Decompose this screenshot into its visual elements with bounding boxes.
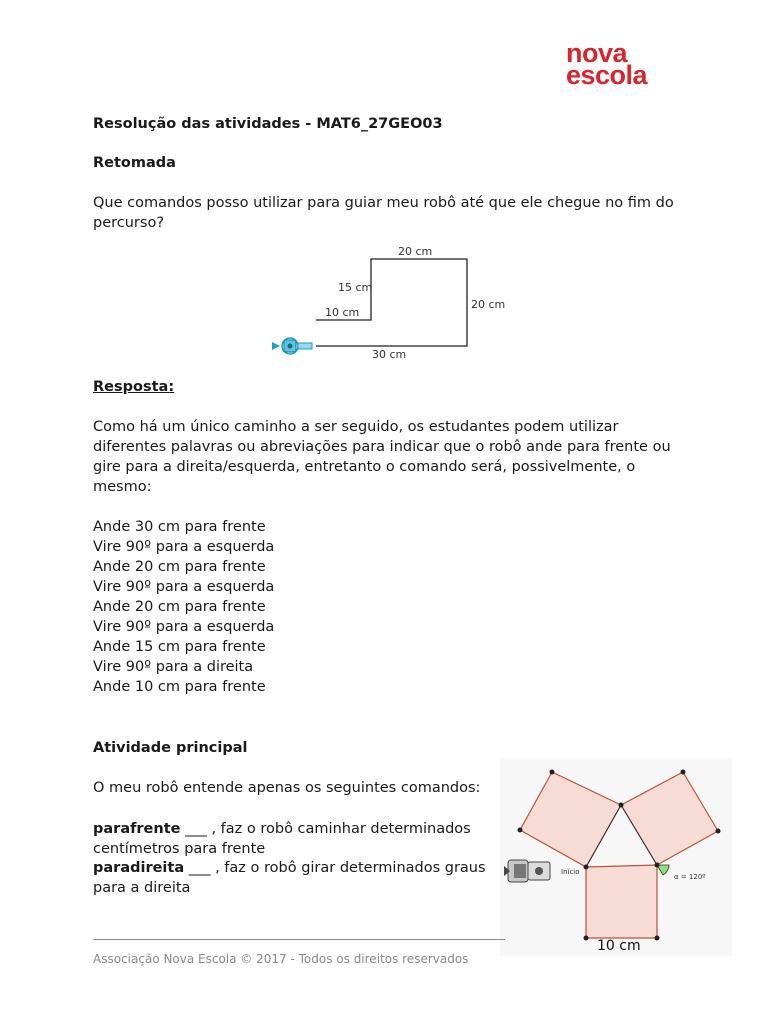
command-name: paradireita bbox=[93, 860, 185, 876]
command-parafrente bbox=[93, 819, 471, 839]
command-item: Ande 30 cm para frente bbox=[93, 519, 266, 535]
path-line bbox=[316, 259, 467, 346]
command-parafrente-line-2: centímetros para frente bbox=[93, 841, 266, 857]
command-name: parafrente bbox=[93, 821, 181, 837]
command-item: Ande 20 cm para frente bbox=[93, 599, 266, 615]
logo-line-2: escola bbox=[566, 60, 648, 90]
footer-divider bbox=[93, 939, 505, 940]
command-paradireita-line-2: para a direita bbox=[93, 880, 191, 896]
angle-label: α = 120º bbox=[674, 873, 706, 881]
question-line-1: Que comandos posso utilizar para guiar meu robô até que ele chegue no fim do bbox=[93, 195, 674, 211]
document-title: Resolução das atividades - MAT6_27GEO03 bbox=[93, 116, 443, 132]
resposta-paragraph-line: Como há um único caminho a ser seguido, os estudantes podem utilizar bbox=[93, 419, 619, 435]
command-item: Vire 90º para a esquerda bbox=[93, 579, 275, 595]
command-item: Vire 90º para a esquerda bbox=[93, 539, 275, 555]
nova-escola-logo bbox=[566, 38, 648, 90]
logo-line-1: nova bbox=[566, 38, 628, 68]
resposta-heading: Resposta: bbox=[93, 379, 175, 395]
command-item: Vire 90º para a direita bbox=[93, 659, 254, 675]
atividade-heading: Atividade principal bbox=[93, 740, 248, 756]
squares-figure bbox=[500, 758, 732, 956]
side-length-label: 10 cm bbox=[597, 938, 641, 954]
label-right-20cm: 20 cm bbox=[471, 298, 506, 311]
robot-icon bbox=[272, 338, 312, 354]
command-paradireita bbox=[93, 858, 486, 878]
robot-icon bbox=[504, 860, 550, 882]
label-top-20cm: 20 cm bbox=[398, 245, 433, 258]
label-bottom-30cm: 30 cm bbox=[372, 348, 407, 361]
start-label: Início bbox=[561, 868, 580, 876]
atividade-intro: O meu robô entende apenas os seguintes comandos: bbox=[93, 780, 481, 796]
label-15cm: 15 cm bbox=[338, 281, 373, 294]
command-description: ___ , faz o robô caminhar determinados bbox=[180, 821, 471, 837]
command-item: Ande 20 cm para frente bbox=[93, 559, 266, 575]
robot-path-figure bbox=[260, 238, 520, 368]
command-item: Ande 10 cm para frente bbox=[93, 679, 266, 695]
retomada-heading: Retomada bbox=[93, 155, 176, 171]
command-item: Vire 90º para a esquerda bbox=[93, 619, 275, 635]
square-bottom bbox=[586, 865, 657, 938]
footer-text: Associação Nova Escola © 2017 - Todos os direitos reservados bbox=[93, 952, 469, 966]
resposta-paragraph-line: diferentes palavras ou abreviações para indicar que o robô ande para frente ou bbox=[93, 439, 671, 455]
command-description: ___ , faz o robô girar determinados graus bbox=[184, 860, 486, 876]
question-line-2: percurso? bbox=[93, 215, 165, 231]
resposta-paragraph-line: gire para a direita/esquerda, entretanto o comando será, possivelmente, o bbox=[93, 459, 636, 475]
command-item: Ande 15 cm para frente bbox=[93, 639, 266, 655]
label-10cm: 10 cm bbox=[325, 306, 360, 319]
resposta-paragraph-line: mesmo: bbox=[93, 479, 152, 495]
